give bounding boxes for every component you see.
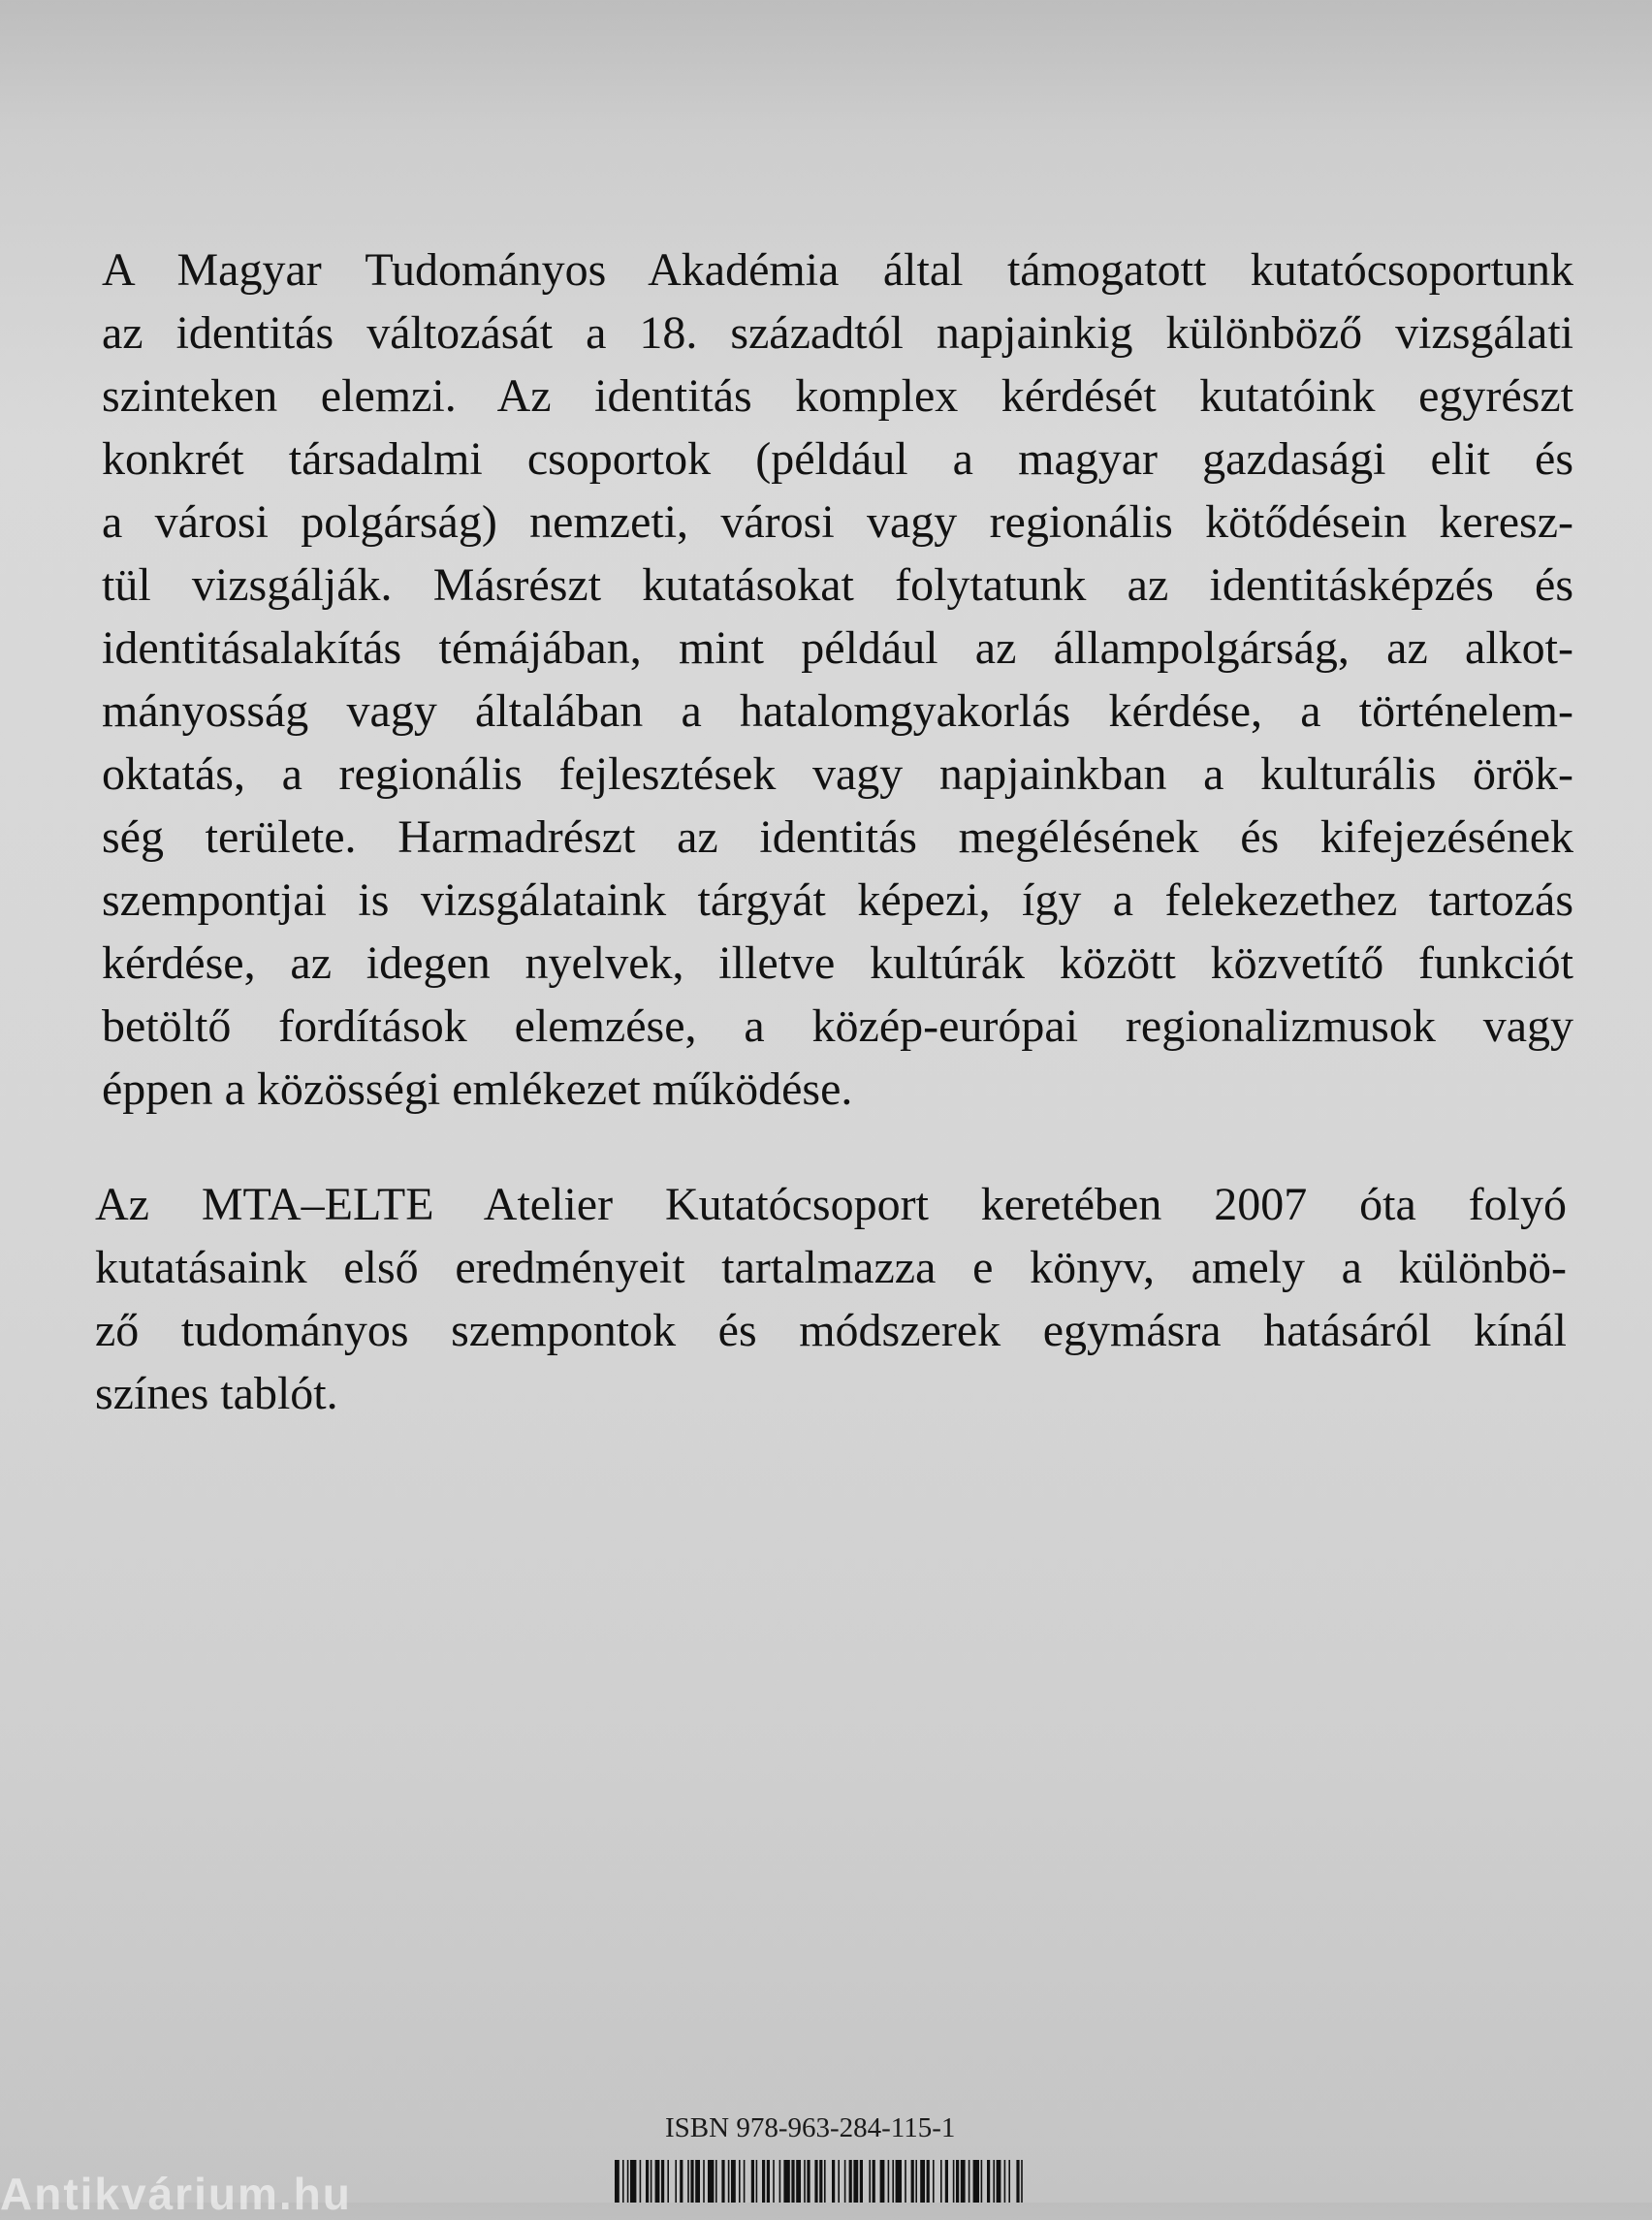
- barcode-bar: [791, 2160, 794, 2203]
- barcode-bar: [675, 2160, 677, 2203]
- barcode-bar: [695, 2160, 700, 2203]
- text-line: Az MTA–ELTE Atelier Kutatócsoport keretében 2007 óta folyó: [95, 1179, 1567, 1230]
- barcode-bar: [824, 2160, 826, 2203]
- barcode-bar: [873, 2160, 875, 2203]
- barcode-bar: [819, 2160, 822, 2203]
- text-line: az identitás változását a 18. századtól napjainkig különböző vizsgálati: [102, 307, 1573, 359]
- barcode-bar: [640, 2160, 642, 2203]
- barcode-bar: [728, 2160, 730, 2203]
- barcode-bar: [981, 2160, 983, 2203]
- barcode-bar: [804, 2160, 806, 2203]
- barcode-bar: [969, 2160, 970, 2203]
- text-line: tül vizsgálják. Másrészt kutatásokat folytatunk az identitásképzés és: [102, 559, 1573, 611]
- barcode-bar: [880, 2160, 885, 2203]
- barcode-bar: [651, 2160, 652, 2203]
- barcode-bar: [905, 2160, 906, 2203]
- text-line: kérdése, az idegen nyelvek, illetve kultúrák között közvetítő funkciót: [102, 937, 1573, 989]
- barcode-bar: [708, 2160, 714, 2203]
- text-line: A Magyar Tudományos Akadémia által támogatott kutatócsoportunk: [102, 244, 1573, 296]
- barcode-bar: [807, 2160, 810, 2203]
- barcode-bar: [920, 2160, 925, 2203]
- barcode-bar: [622, 2160, 624, 2203]
- barcode-bar: [646, 2160, 649, 2203]
- barcode-bar: [911, 2160, 914, 2203]
- barcode-bar: [896, 2160, 902, 2203]
- text-line: a városi polgárság) nemzeti, városi vagy regionális kötődésein keresz-: [102, 496, 1573, 548]
- isbn-label: ISBN 978-963-284-115-1: [665, 2112, 956, 2143]
- barcode-bar: [773, 2160, 775, 2203]
- barcode-bar: [997, 2160, 1001, 2203]
- barcode-bar: [849, 2160, 852, 2203]
- barcode-bar: [796, 2160, 801, 2203]
- barcode-bar: [1016, 2160, 1019, 2203]
- barcode-bar: [703, 2160, 705, 2203]
- barcode-bar: [945, 2160, 948, 2203]
- barcode-bar: [888, 2160, 890, 2203]
- barcode-bar: [927, 2160, 930, 2203]
- barcode-bar: [973, 2160, 979, 2203]
- barcode-bar: [767, 2160, 770, 2203]
- barcode-bar: [762, 2160, 765, 2203]
- barcode-bar: [993, 2160, 995, 2203]
- text-line: szinteken elemzi. Az identitás komplex kérdését kutatóink egyrészt: [102, 370, 1573, 422]
- text-line: identitásalakítás témájában, mint például az állampolgárság, az alkot-: [102, 622, 1573, 674]
- barcode-bar: [655, 2160, 660, 2203]
- barcode-icon: [613, 2160, 1026, 2203]
- barcode-bar: [667, 2160, 669, 2203]
- barcode-bar: [751, 2160, 754, 2203]
- barcode-bar: [940, 2160, 942, 2203]
- barcode-bar: [630, 2160, 636, 2203]
- barcode-bar: [744, 2160, 746, 2203]
- text-line: kutatásaink első eredményeit tartalmazza e könyv, amely a különbö-: [95, 1242, 1567, 1293]
- barcode-bar: [756, 2160, 758, 2203]
- barcode-bar: [860, 2160, 863, 2203]
- barcode-bar: [869, 2160, 871, 2203]
- barcode-bar: [953, 2160, 955, 2203]
- barcode-bar: [987, 2160, 990, 2203]
- watermark: Antikvárium.hu: [0, 2169, 352, 2219]
- barcode-bar: [779, 2160, 781, 2203]
- barcode-bar: [933, 2160, 935, 2203]
- text-line: mányosság vagy általában a hatalomgyakorlás kérdése, a történelem-: [102, 685, 1573, 737]
- text-line: ző tudományos szempontok és módszerek egymásra hatásáról kínál: [95, 1305, 1567, 1356]
- barcode-bar: [687, 2160, 689, 2203]
- barcode-bar: [690, 2160, 693, 2203]
- barcode-bar: [838, 2160, 840, 2203]
- text-line: szempontjai is vizsgálataink tárgyát képezi, így a felekezethez tartozás: [102, 874, 1573, 926]
- barcode-bar: [783, 2160, 789, 2203]
- barcode-bar: [956, 2160, 959, 2203]
- barcode-bar: [1008, 2160, 1010, 2203]
- barcode-bar: [814, 2160, 817, 2203]
- barcode-bar: [1004, 2160, 1006, 2203]
- text-line: oktatás, a regionális fejlesztések vagy napjainkban a kulturális örök-: [102, 748, 1573, 800]
- barcode-bar: [680, 2160, 683, 2203]
- text-line: színes tablót.: [95, 1368, 338, 1419]
- barcode-bar: [892, 2160, 894, 2203]
- description-paragraph-1: [102, 238, 1573, 1121]
- text-line: konkrét társadalmi csoportok (például a magyar gazdasági elit és: [102, 433, 1573, 485]
- barcode-bar: [961, 2160, 966, 2203]
- barcode-bar: [721, 2160, 724, 2203]
- barcode-bar: [731, 2160, 736, 2203]
- barcode-bar: [832, 2160, 835, 2203]
- barcode-bar: [615, 2160, 620, 2203]
- barcode-bar: [915, 2160, 917, 2203]
- description-paragraph-2: [95, 1173, 1567, 1425]
- barcode-bar: [844, 2160, 846, 2203]
- barcode-bar: [627, 2160, 629, 2203]
- text-line: betöltő fordítások elemzése, a közép-európai regionalizmusok vagy: [102, 1000, 1573, 1052]
- barcode-bar: [661, 2160, 664, 2203]
- barcode-bar: [853, 2160, 858, 2203]
- barcode-bar: [715, 2160, 717, 2203]
- text-line: ség területe. Harmadrészt az identitás megélésének és kifejezésének: [102, 811, 1573, 863]
- text-line: éppen a közösségi emlékezet működése.: [102, 1063, 853, 1115]
- barcode-bar: [739, 2160, 741, 2203]
- barcode-bar: [1021, 2160, 1023, 2203]
